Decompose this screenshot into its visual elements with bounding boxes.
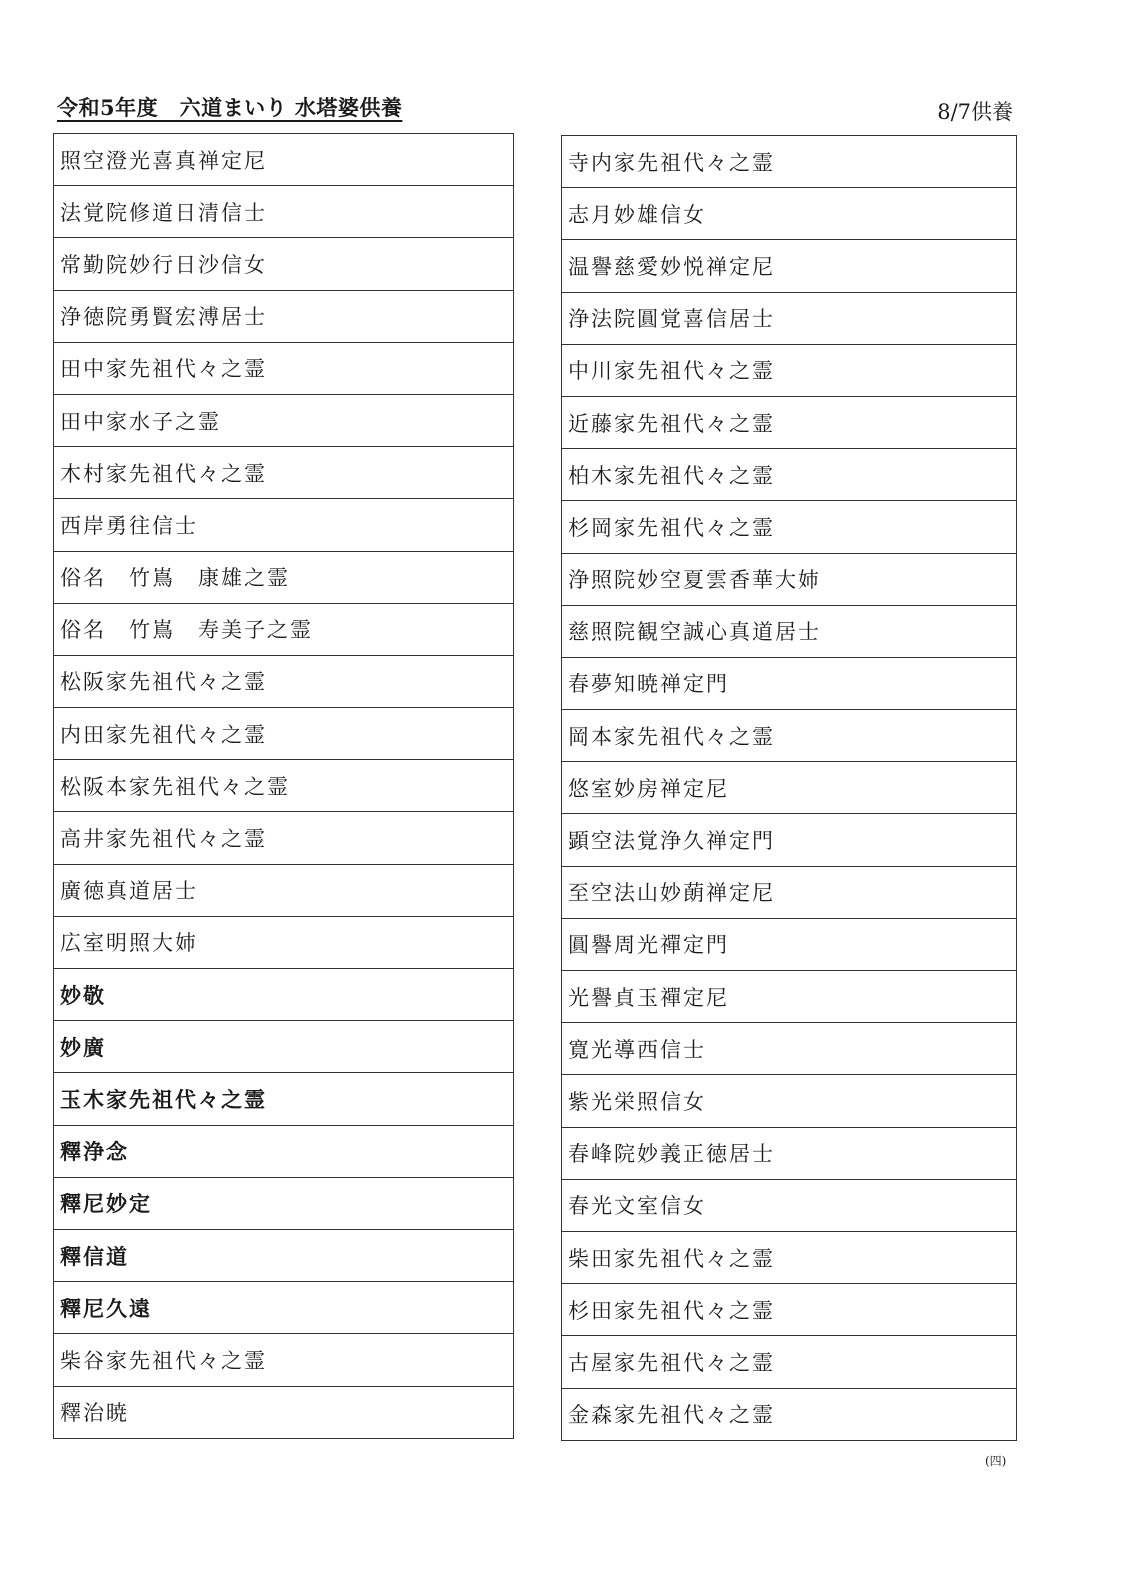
- name-row: 浄照院妙空夏雲香華大姉: [562, 554, 1016, 606]
- memorial-date: 8/7供養: [937, 100, 1013, 124]
- name-row: 照空澄光喜真禅定尼: [54, 134, 513, 186]
- name-row: 高井家先祖代々之霊: [54, 812, 513, 864]
- page-number: (四): [985, 1454, 1007, 1468]
- name-row: 古屋家先祖代々之霊: [562, 1336, 1016, 1388]
- name-row: 圓譽周光禪定門: [562, 919, 1016, 971]
- right-name-column: [561, 135, 1017, 1441]
- name-row: 釋尼妙定: [54, 1178, 513, 1230]
- name-row: 玉木家先祖代々之霊: [54, 1073, 513, 1125]
- name-row: 常勤院妙行日沙信女: [54, 238, 513, 290]
- name-row: 近藤家先祖代々之霊: [562, 397, 1016, 449]
- name-row: 光譽貞玉禪定尼: [562, 971, 1016, 1023]
- name-row: 俗名 竹嶌 康雄之霊: [54, 552, 513, 604]
- name-row: 廣徳真道居士: [54, 865, 513, 917]
- name-row: 松阪家先祖代々之霊: [54, 656, 513, 708]
- name-row: 釋信道: [54, 1230, 513, 1282]
- page-title: 令和5年度 六道まいり 水塔婆供養: [57, 95, 403, 120]
- name-row: 妙敬: [54, 969, 513, 1021]
- name-row: 法覚院修道日清信士: [54, 186, 513, 238]
- name-row: 妙廣: [54, 1021, 513, 1073]
- name-row: 田中家先祖代々之霊: [54, 343, 513, 395]
- name-row: 杉田家先祖代々之霊: [562, 1284, 1016, 1336]
- name-row: 俗名 竹嶌 寿美子之霊: [54, 604, 513, 656]
- name-row: 浄法院圓覚喜信居士: [562, 293, 1016, 345]
- name-row: 西岸勇往信士: [54, 499, 513, 551]
- name-row: 金森家先祖代々之霊: [562, 1389, 1016, 1441]
- name-row: 松阪本家先祖代々之霊: [54, 760, 513, 812]
- name-row: 釋尼久遠: [54, 1282, 513, 1334]
- name-row: 田中家水子之霊: [54, 395, 513, 447]
- name-row: 春夢知暁禅定門: [562, 658, 1016, 710]
- name-row: 顕空法覚浄久禅定門: [562, 814, 1016, 866]
- name-row: 釋浄念: [54, 1126, 513, 1178]
- name-row: 温譽慈愛妙悦禅定尼: [562, 240, 1016, 292]
- name-row: 柏木家先祖代々之霊: [562, 449, 1016, 501]
- name-row: 志月妙雄信女: [562, 188, 1016, 240]
- name-row: 春光文室信女: [562, 1180, 1016, 1232]
- name-row: 内田家先祖代々之霊: [54, 708, 513, 760]
- left-name-column: [53, 133, 514, 1439]
- name-row: 紫光栄照信女: [562, 1075, 1016, 1127]
- name-row: 木村家先祖代々之霊: [54, 447, 513, 499]
- name-row: 春峰院妙義正徳居士: [562, 1128, 1016, 1180]
- name-row: 柴田家先祖代々之霊: [562, 1232, 1016, 1284]
- name-row: 広室明照大姉: [54, 917, 513, 969]
- name-row: 杉岡家先祖代々之霊: [562, 501, 1016, 553]
- name-row: 柴谷家先祖代々之霊: [54, 1334, 513, 1386]
- name-row: 寺内家先祖代々之霊: [562, 136, 1016, 188]
- name-row: 悠室妙房禅定尼: [562, 762, 1016, 814]
- name-row: 釋治暁: [54, 1387, 513, 1439]
- name-row: 浄徳院勇賢宏溥居士: [54, 291, 513, 343]
- name-row: 至空法山妙蓢禅定尼: [562, 867, 1016, 919]
- name-row: 慈照院観空誠心真道居士: [562, 606, 1016, 658]
- name-row: 中川家先祖代々之霊: [562, 345, 1016, 397]
- name-row: 岡本家先祖代々之霊: [562, 710, 1016, 762]
- name-row: 寛光導西信士: [562, 1023, 1016, 1075]
